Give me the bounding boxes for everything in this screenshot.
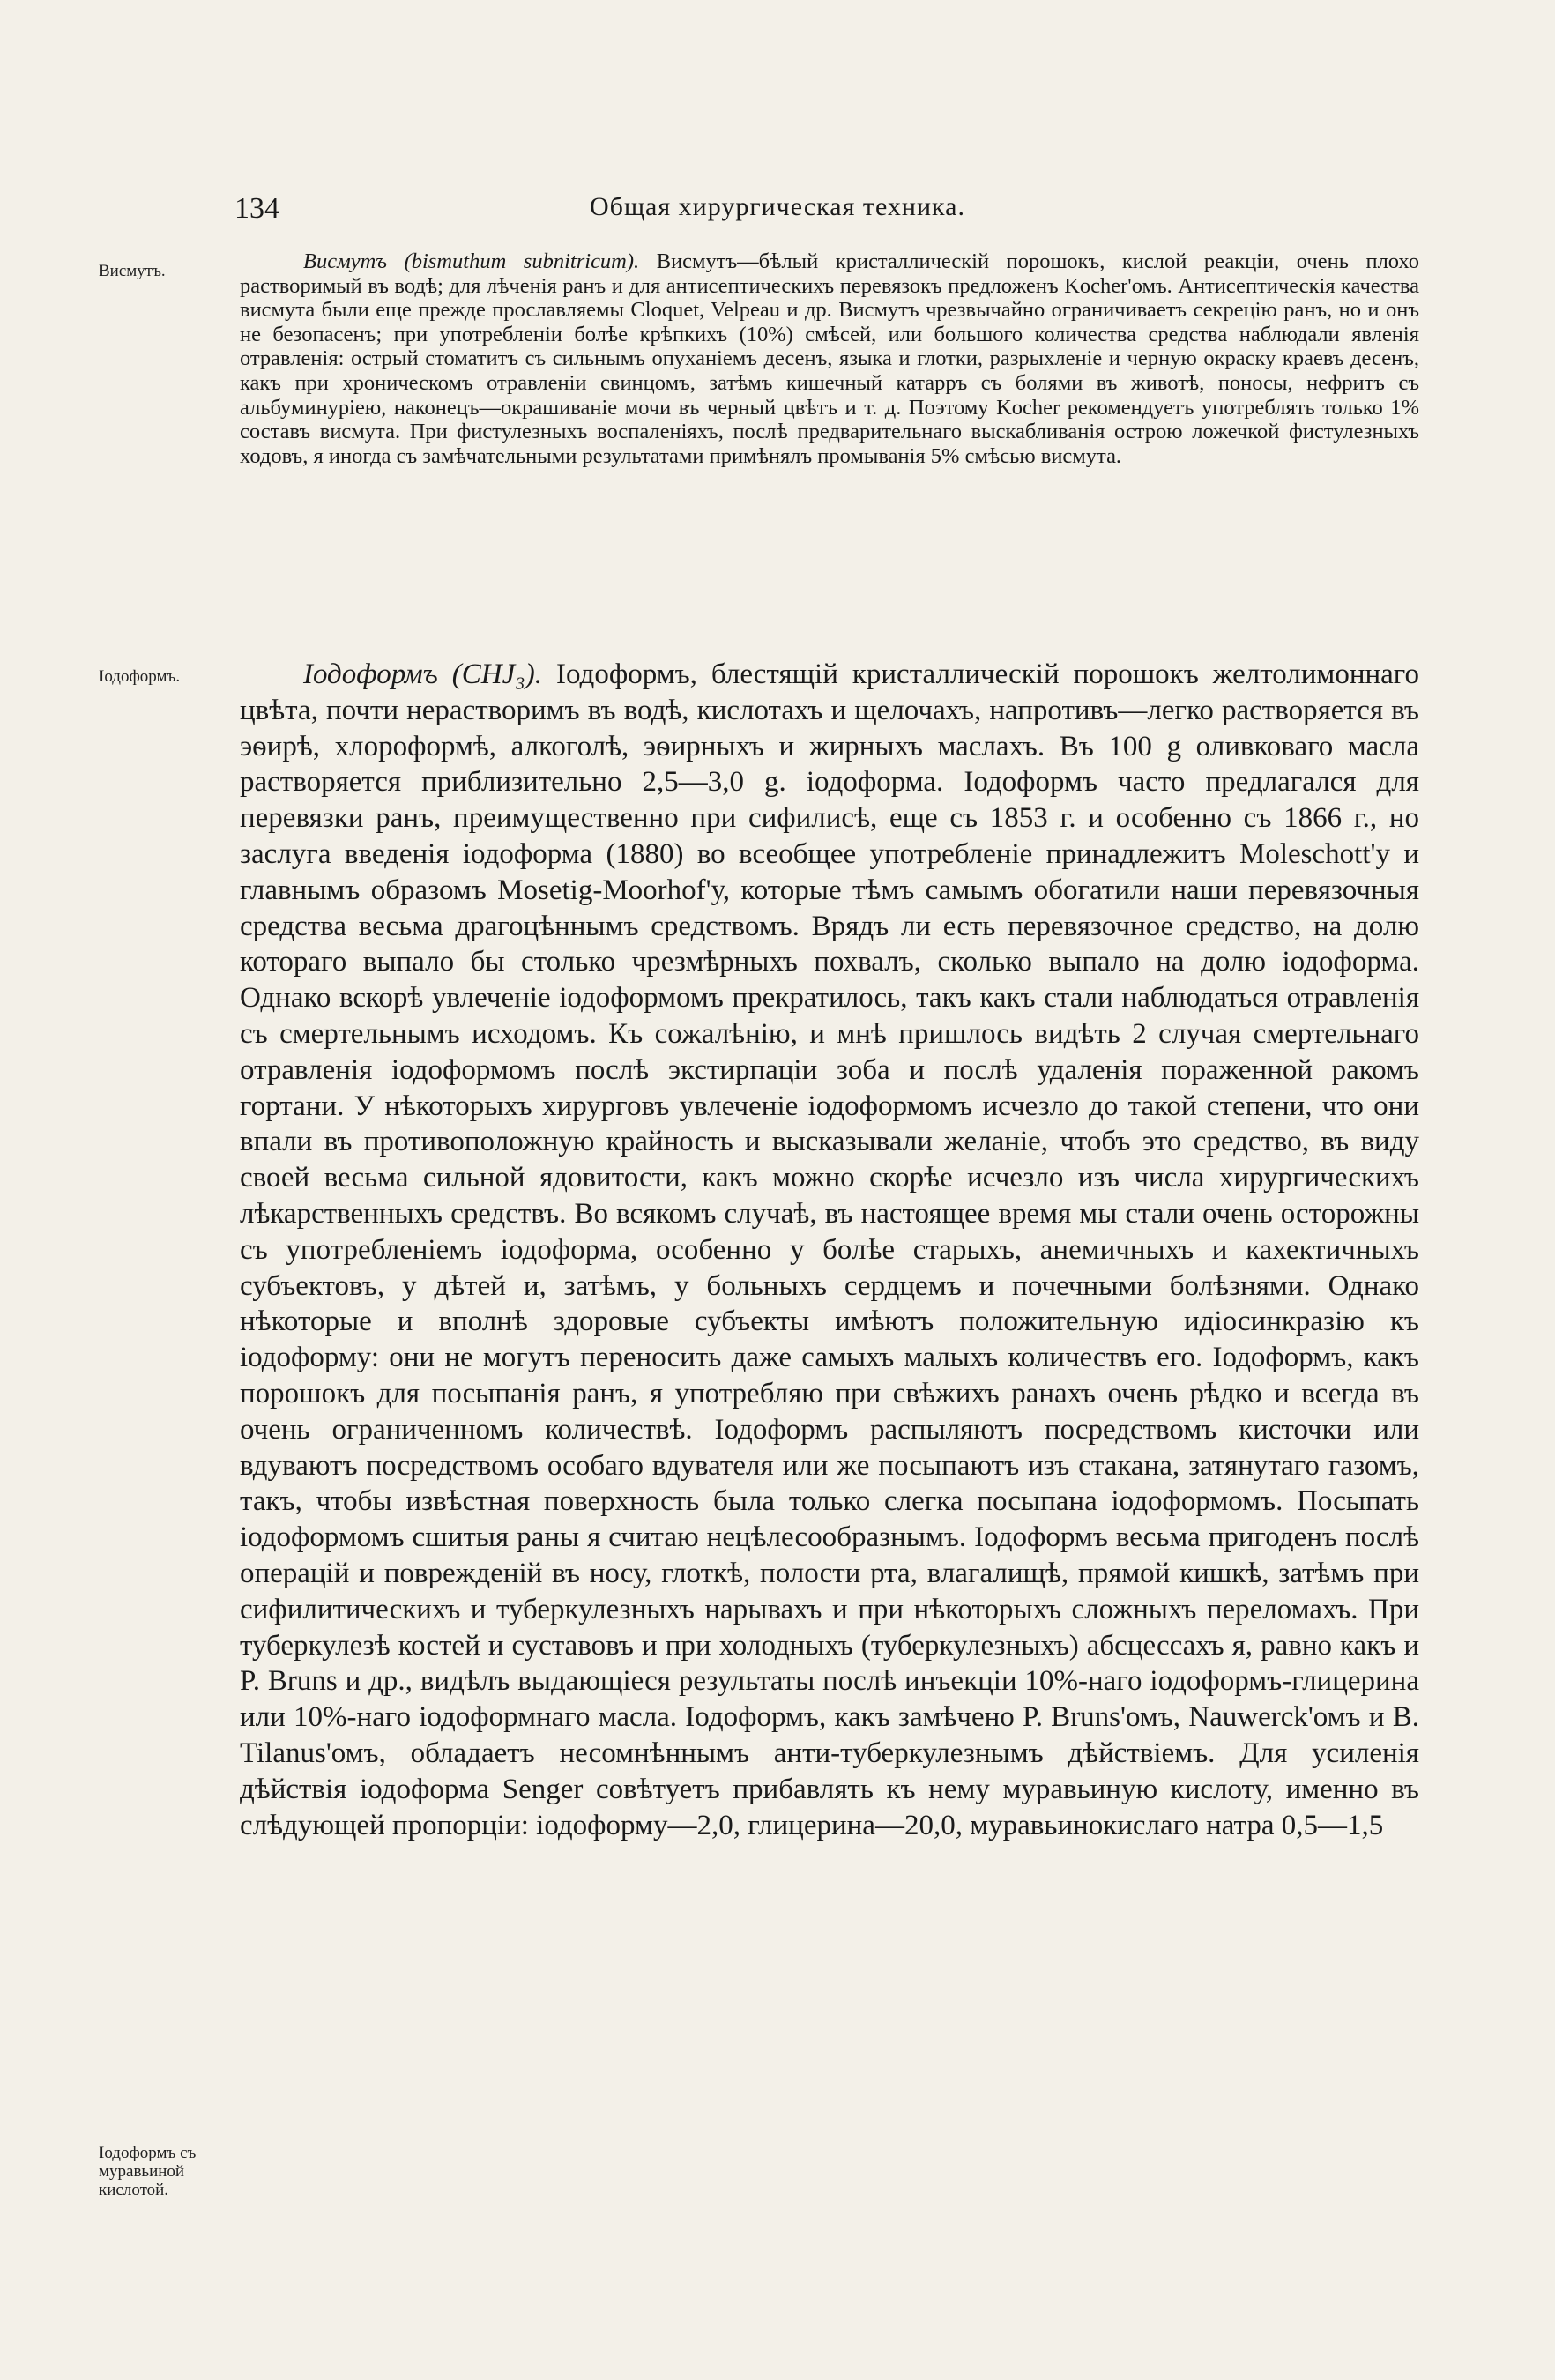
margin-note-bismuth: Висмутъ. [99,262,166,280]
margin-note-iodoform-formic: Іодоформъ съ муравьиной кислотой. [99,2144,197,2199]
running-head [0,192,1555,227]
bismuth-term: Висмутъ [303,249,388,273]
running-title: Общая хирургическая техника. [590,192,965,221]
margin-note-iodoform: Іодоформъ. [99,667,181,686]
iodoform-paragraph [240,657,1419,1843]
iodoform-term: Іодоформъ [303,658,438,690]
bismuth-latin-name: (bismuthum subnitricum). [404,249,640,273]
page-number: 134 [234,192,279,225]
bismuth-paragraph [240,249,1419,468]
bismuth-text: Висмутъ—бѣлый кристаллическій порошокъ, кислой реакціи, очень плохо растворимый въ водѣ; для лѣченія ранъ и для антисептическихъ перевязокъ предложенъ Kocher'омъ. Антисептическія качества висмута были еще прежде прославляемы Cloquet, Velpeau и др. Висмутъ чрезвычайно ограничиваетъ секрецію ранъ, но и онъ не безопасенъ; при употребленіи болѣе крѣпкихъ (10%) смѣсей, или большого количества средства наблюдали явленія отравленія: острый стоматитъ съ сильнымъ опуханіемъ десенъ, языка и глотки, разрыхленіе и черную окраску краевъ десенъ, какъ при хроническомъ отравленіи свинцомъ, затѣмъ кишечный катарръ съ болями въ животѣ, поносы, нефритъ съ альбуминуріею, наконецъ—окрашиваніе мочи въ черный цвѣтъ и т. д. Поэтому Kocher рекомендуетъ употреблять только 1% составъ висмута. При фистулезныхъ воспаленіяхъ, послѣ предварительнаго выскабливанія острою ложечкой фистулезныхъ ходовъ, я иногда съ замѣчательными результатами примѣнялъ промыванія 5% смѣсью висмута. [240,249,1420,468]
iodoform-text: Іодоформъ, блестящій кристаллическій порошокъ желтолимоннаго цвѣта, почти нерастворимъ въ водѣ, кислотахъ и щелочахъ, напротивъ—легко растворяется въ эѳирѣ, хлороформѣ, алкоголѣ, эѳирныхъ и жирныхъ маслахъ. Въ 100 g оливковаго масла растворяется приблизительно 2,5—3,0 g. іодоформа. Іодоформъ часто предлагался для перевязки ранъ, преимущественно при сифилисѣ, еще съ 1853 г. и особенно съ 1866 г., но заслуга введенія іодоформа (1880) во всеобщее употребленіе принадлежитъ Moleschott'у и главнымъ образомъ Mosetig-Moorhof'у, которые тѣмъ самымъ обогатили наши перевязочныя средства весьма драгоцѣннымъ средствомъ. Врядъ ли есть перевязочное средство, на долю котораго выпало бы столько чрезмѣрныхъ похвалъ, сколько выпало на долю іодоформа. Однако вскорѣ увлеченіе іодоформомъ прекратилось, такъ какъ стали наблюдаться отравленія съ смертельнымъ исходомъ. Къ сожалѣнію, и мнѣ пришлось видѣть 2 случая смертельнаго отравленія іодоформомъ послѣ экстирпаціи зоба и послѣ удаленія пораженной ракомъ гортани. У нѣкоторыхъ хирурговъ увлеченіе іодоформомъ исчезло до такой степени, что они впали въ противоположную крайность и высказывали желаніе, чтобъ это средство, въ виду своей весьма сильной ядовитости, какъ можно скорѣе исчезло изъ числа хирургическихъ лѣкарственныхъ средствъ. Во всякомъ случаѣ, въ настоящее время мы стали очень осторожны съ употребленіемъ іодоформа, особенно у болѣе старыхъ, анемичныхъ и кахектичныхъ субъектовъ, у дѣтей и, затѣмъ, у больныхъ сердцемъ и почечными болѣзнями. Однако нѣкоторые и вполнѣ здоровые субъекты имѣютъ положительную идіосинкразію къ іодоформу: они не могутъ переносить даже самыхъ малыхъ количествъ его. Іодоформъ, какъ порошокъ для посыпанія ранъ, я употребляю при свѣжихъ ранахъ очень рѣдко и всегда въ очень ограниченномъ количествѣ. Іодоформъ распыляютъ посредствомъ кисточки или вдуваютъ посредствомъ особаго вдувателя или же посыпаютъ изъ стакана, затянутаго газомъ, такъ, чтобы извѣстная поверхность была только слегка посыпана іодоформомъ. Посыпать іодоформомъ сшитыя раны я считаю нецѣлесообразнымъ. Іодоформъ весьма пригоденъ послѣ операцій и поврежденій въ носу, глоткѣ, полости рта, влагалищѣ, прямой кишкѣ, затѣмъ при сифилитическихъ и туберкулезныхъ нарывахъ и при нѣкоторыхъ сложныхъ переломахъ. При туберкулезѣ костей и суставовъ и при холодныхъ (туберкулезныхъ) абсцессахъ я, равно какъ и P. Bruns и др., видѣлъ выдающіеся результаты послѣ инъекціи 10%-наго іодоформъ-глицерина или 10%-наго іодоформнаго масла. Іодоформъ, какъ замѣчено P. Bruns'омъ, Nauwerck'омъ и B. Tilanus'омъ, обладаетъ несомнѣннымъ анти-туберкулезнымъ дѣйствіемъ. Для усиленія дѣйствія іодоформа Senger совѣтуетъ прибавлять къ нему муравьиную кислоту, именно въ слѣдующей пропорціи: іодоформу—2,0, глицерина—20,0, муравьинокислаго натра 0,5—1,5 [240,658,1419,1841]
iodoform-formula: (CHJ₃). [451,658,542,690]
